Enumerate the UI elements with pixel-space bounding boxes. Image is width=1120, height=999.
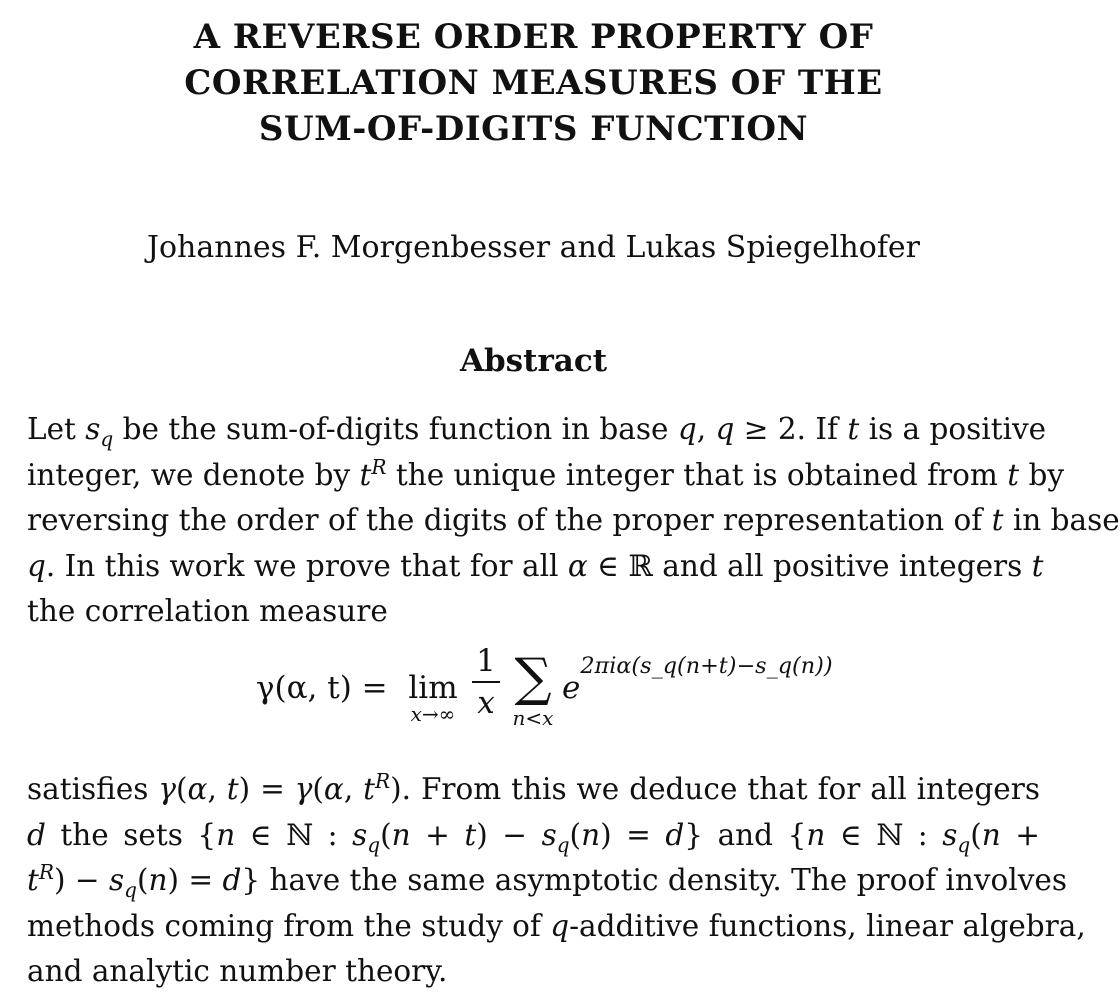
abstract-line: d the sets {n ∈ ℕ : $s_q(n + t) - s_q(n) = d$} and {n ∈ ℕ : $s_q(n$ + [27, 817, 1041, 857]
fraction-bar [472, 681, 500, 683]
authors: Johannes F. Morgenbesser and Lukas Spiegelhofer [146, 230, 921, 265]
fraction-denominator: x [477, 685, 495, 721]
equation-sum [506, 648, 560, 730]
abstract-line: integer, we denote by $t^R$ the unique integer that is obtained from t by [27, 454, 1065, 492]
abstract-line: reversing the order of the digits of the proper representation of t in base [27, 503, 1120, 538]
title-line-3: SUM-OF-DIGITS FUNCTION [258, 109, 809, 149]
fraction-numerator: 1 [476, 643, 496, 679]
exp-power: 2πiα(s_q(n+t)−s_q(n)) [580, 652, 833, 679]
abstract-paragraph-2 [27, 767, 1086, 995]
title-line-1: A REVERSE ORDER PROPERTY OF [193, 17, 874, 57]
exp-base: e [562, 670, 581, 706]
abstract-line: $t^R) - s_q(n) = d$} have the same asymptotic density. The proof involves [27, 860, 1067, 903]
abstract-line: satisfies γ(α, t) = γ(α, $t^R$). From this we deduce that for all integers [27, 769, 1041, 806]
paper-title [0, 14, 1067, 152]
abstract-line: the correlation measure [27, 594, 388, 629]
limit-subscript: x→∞ [410, 702, 456, 726]
equation-fraction [472, 642, 500, 722]
abstract-heading: Abstract [459, 343, 608, 379]
abstract-line: methods coming from the study of q-additive functions, linear algebra, [27, 908, 1086, 943]
abstract-line: q. In this work we prove that for all α ∈ ℝ and all positive integers t [27, 548, 1044, 583]
limit-word: lim [408, 670, 458, 706]
equation-limit [400, 670, 466, 726]
abstract-line: and analytic number theory. [27, 954, 448, 989]
sum-subscript: n<x [512, 706, 554, 730]
sum-symbol: ∑ [514, 648, 552, 708]
abstract-line: Let $s_q$ be the sum-of-digits function in base q, q ≥ 2. If t is a positive [27, 412, 1047, 451]
abstract-paragraph-1 [27, 407, 1120, 635]
equation-lhs: γ(α, t) = [256, 670, 388, 706]
title-line-2: CORRELATION MEASURES OF THE [184, 63, 883, 103]
